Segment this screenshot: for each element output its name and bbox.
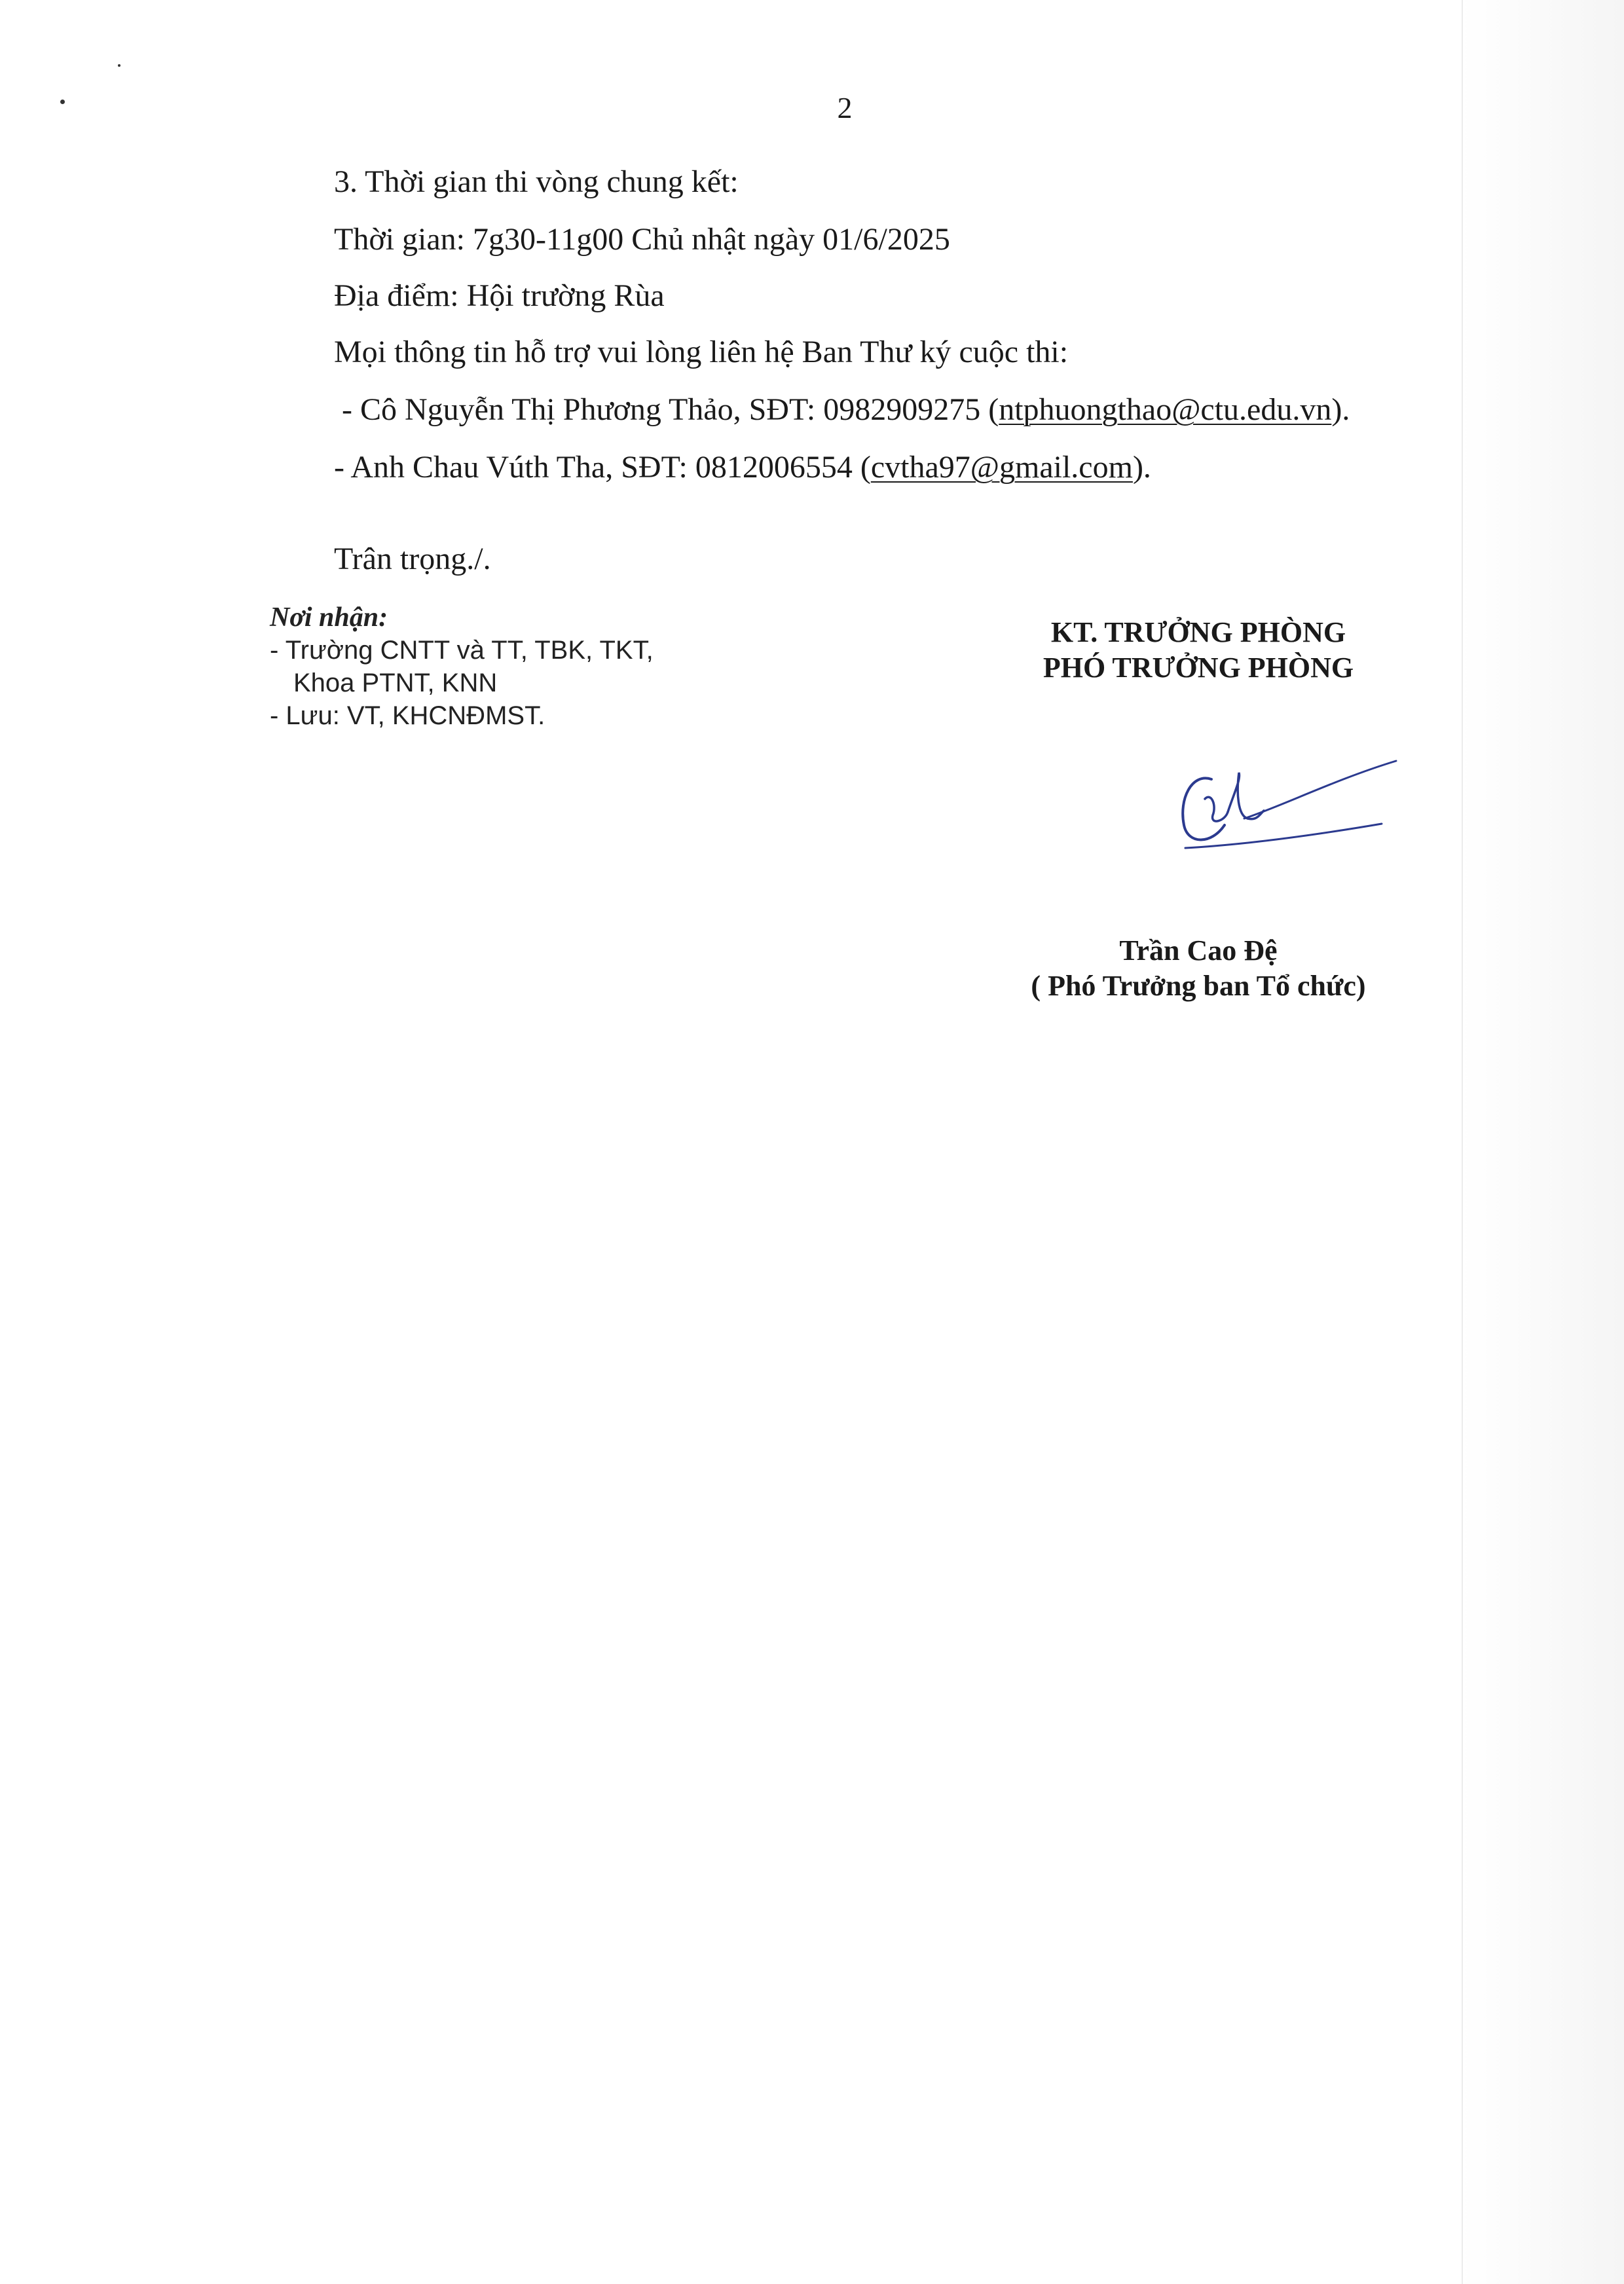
recipient-line: - Trường CNTT và TT, TBK, TKT, <box>270 636 654 665</box>
contact-email-link[interactable]: cvtha97@gmail.com <box>870 450 1133 485</box>
final-round-venue: Địa điểm: Hội trường Rùa <box>334 278 665 313</box>
contact-text-end: ). <box>1331 392 1350 427</box>
page-number: 2 <box>837 91 853 124</box>
contact-email-link[interactable]: ntphuongthao@ctu.edu.vn <box>999 392 1332 427</box>
contact-line <box>334 390 1350 430</box>
scan-edge-line <box>1462 0 1463 2284</box>
contact-text: - Anh Chau Vúth Tha, SĐT: 0812006554 ( <box>334 450 871 485</box>
signatory-name: Trần Cao Đệ <box>1119 934 1278 967</box>
scan-speck <box>60 100 65 104</box>
contact-line <box>334 448 1151 487</box>
signatory-title-2: PHÓ TRƯỞNG PHÒNG <box>1043 652 1354 684</box>
final-round-time: Thời gian: 7g30-11g00 Chủ nhật ngày 01/6/2025 <box>334 222 950 257</box>
handwritten-signature <box>1166 753 1401 871</box>
support-intro: Mọi thông tin hỗ trợ vui lòng liên hệ Ban Thư ký cuộc thi: <box>334 335 1069 369</box>
scan-speck <box>118 64 120 67</box>
recipient-line: - Lưu: VT, KHCNĐMST. <box>270 701 545 730</box>
section-heading: 3. Thời gian thi vòng chung kết: <box>334 164 739 199</box>
recipients-block <box>270 601 654 732</box>
closing-greeting: Trân trọng./. <box>334 542 491 576</box>
recipients-title: Nơi nhận: <box>270 602 388 633</box>
scan-shading <box>1460 0 1624 2284</box>
signatory-title-1: KT. TRƯỞNG PHÒNG <box>1050 616 1346 648</box>
contact-text: - Cô Nguyễn Thị Phương Thảo, SĐT: 0982909275 ( <box>334 392 999 427</box>
recipient-line: Khoa PTNT, KNN <box>293 669 498 697</box>
contact-text-end: ). <box>1132 450 1151 485</box>
signatory-role: ( Phó Trưởng ban Tổ chức) <box>1031 970 1366 1002</box>
